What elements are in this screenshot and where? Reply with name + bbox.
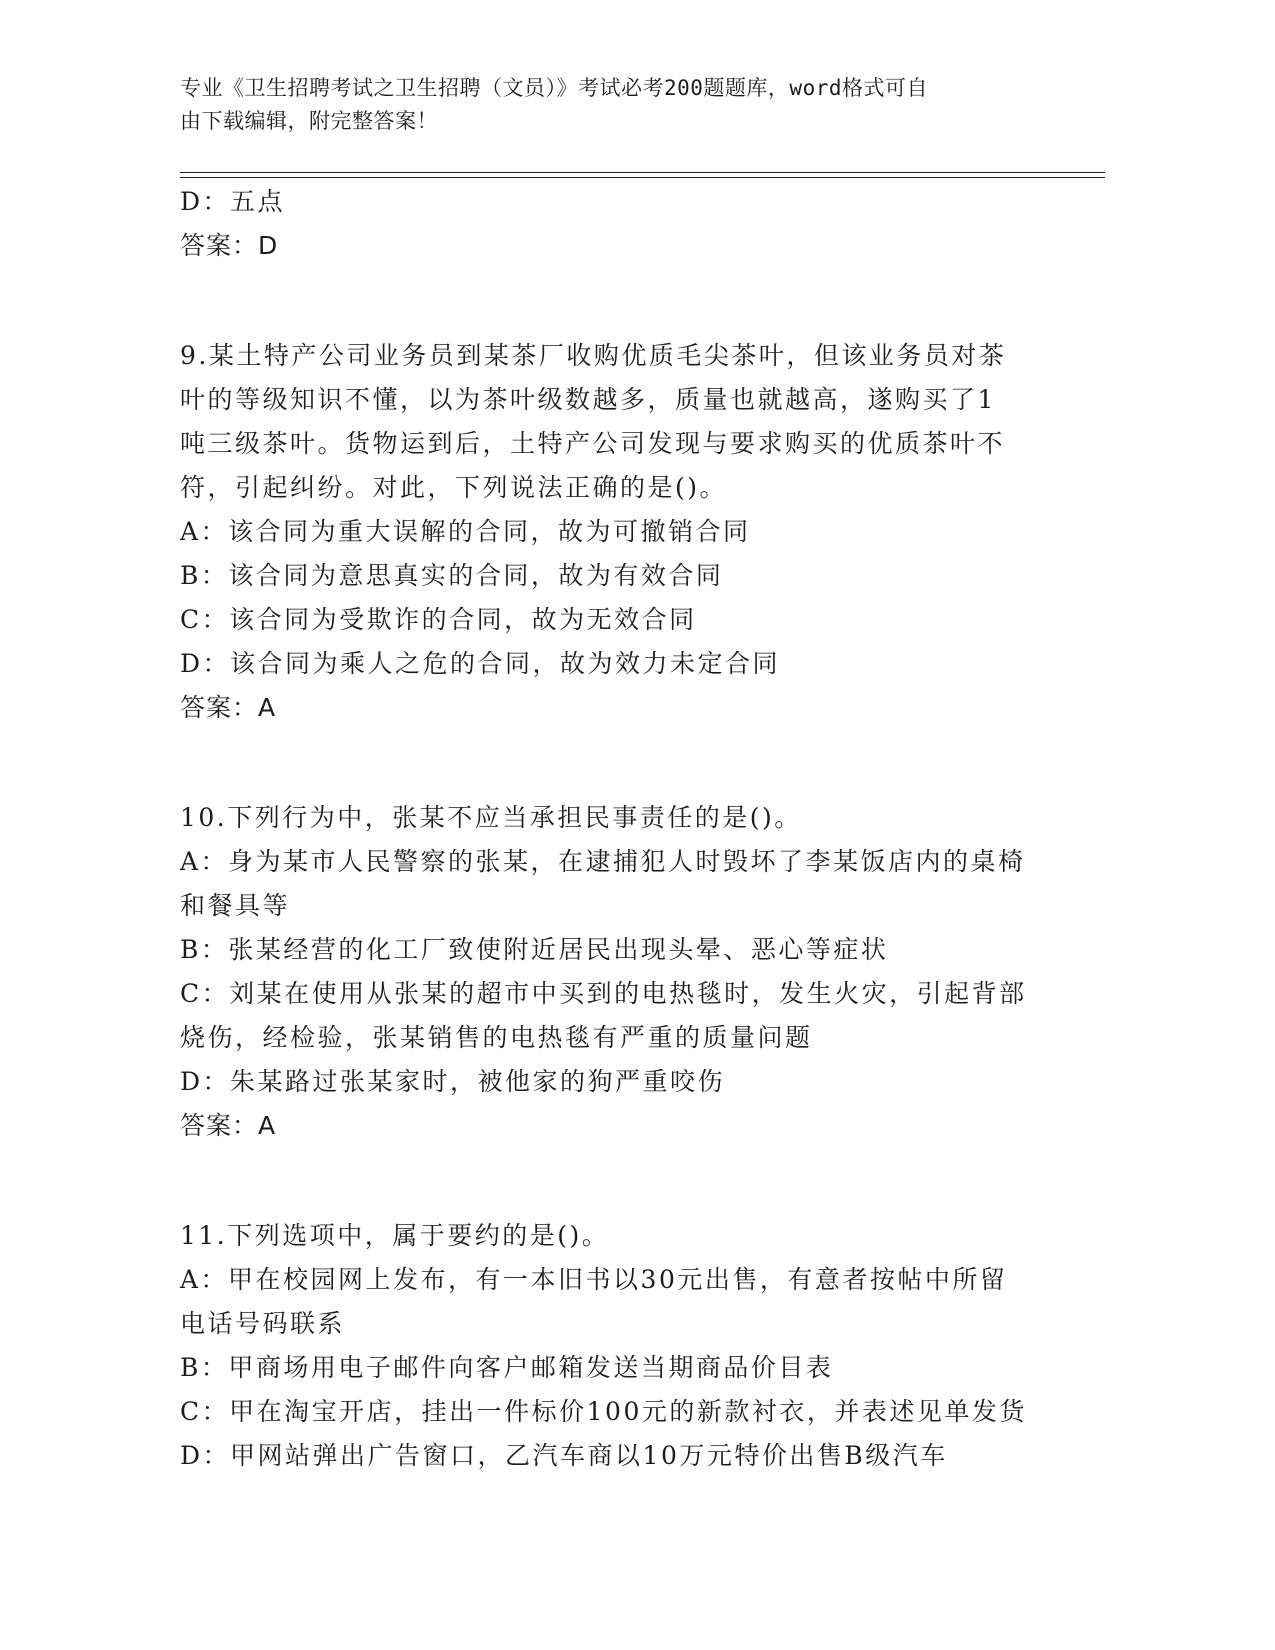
header-line-2: 由下载编辑，附完整答案！ <box>180 109 438 133</box>
stem-line: 叶的等级知识不懂，以为茶叶级数越多，质量也就越高，遂购买了1 <box>180 385 996 414</box>
option-line: A：甲在校园网上发布，有一本旧书以30元出售，有意者按帖中所留 <box>180 1265 1008 1294</box>
option-line: 烧伤，经检验，张某销售的电热毯有严重的质量问题 <box>180 1023 813 1052</box>
option-line: D：甲网站弹出广告窗口，乙汽车商以10万元特价出售B级汽车 <box>180 1441 948 1470</box>
question-stem: 11.下列选项中，属于要约的是()。 <box>180 1221 610 1250</box>
option-b <box>180 928 1040 972</box>
question-10 <box>180 796 1040 1148</box>
question-stem <box>180 334 1040 510</box>
stem-line: 吨三级茶叶。货物运到后，土特产公司发现与要求购买的优质茶叶不 <box>180 429 1006 458</box>
header-rule-top <box>180 172 1105 173</box>
document-body <box>180 180 1040 1478</box>
option-a <box>180 1258 1040 1346</box>
option-b <box>180 1346 1040 1390</box>
header-line-1: 专业《卫生招聘考试之卫生招聘（文员）》考试必考200题题库，word格式可自 <box>180 76 928 100</box>
answer: 答案：A <box>180 1111 277 1140</box>
spacer <box>180 268 1040 334</box>
stem-line: 符，引起纠纷。对此，下列说法正确的是()。 <box>180 473 728 502</box>
option-line: A：身为某市人民警察的张某，在逮捕犯人时毁坏了李某饭店内的桌椅 <box>180 847 1026 876</box>
header-rule-bottom <box>180 177 1105 178</box>
option-c <box>180 972 1040 1060</box>
option-d: D：该合同为乘人之危的合同，故为效力未定合同 <box>180 649 781 678</box>
option-line: 电话号码联系 <box>180 1309 346 1338</box>
spacer <box>180 1148 1040 1214</box>
option-line: C：甲在淘宝开店，挂出一件标价100元的新款衬衣，并表述见单发货 <box>180 1397 1027 1426</box>
option-a <box>180 840 1040 928</box>
spacer <box>180 730 1040 796</box>
question-8-tail <box>180 180 1040 268</box>
option-c: C：该合同为受欺诈的合同，故为无效合同 <box>180 605 697 634</box>
question-11 <box>180 1214 1040 1478</box>
question-9 <box>180 334 1040 730</box>
option-d: D：五点 <box>180 187 286 216</box>
option-line: B：张某经营的化工厂致使附近居民出现头晕、恶心等症状 <box>180 935 889 964</box>
option-b: B：该合同为意思真实的合同，故为有效合同 <box>180 561 724 590</box>
option-d <box>180 1060 1040 1104</box>
option-line: 和餐具等 <box>180 891 291 920</box>
stem-line: 9.某土特产公司业务员到某茶厂收购优质毛尖茶叶，但该业务员对茶 <box>180 341 1007 370</box>
option-d <box>180 1434 1040 1478</box>
option-a: A：该合同为重大误解的合同，故为可撤销合同 <box>180 517 751 546</box>
document-header <box>180 72 1060 138</box>
option-line: B：甲商场用电子邮件向客户邮箱发送当期商品价目表 <box>180 1353 834 1382</box>
option-c <box>180 1390 1040 1434</box>
question-stem: 10.下列行为中，张某不应当承担民事责任的是()。 <box>180 803 802 832</box>
answer: 答案：D <box>180 231 279 260</box>
option-line: D：朱某路过张某家时，被他家的狗严重咬伤 <box>180 1067 726 1096</box>
answer: 答案：A <box>180 693 277 722</box>
option-line: C：刘某在使用从张某的超市中买到的电热毯时，发生火灾，引起背部 <box>180 979 1027 1008</box>
